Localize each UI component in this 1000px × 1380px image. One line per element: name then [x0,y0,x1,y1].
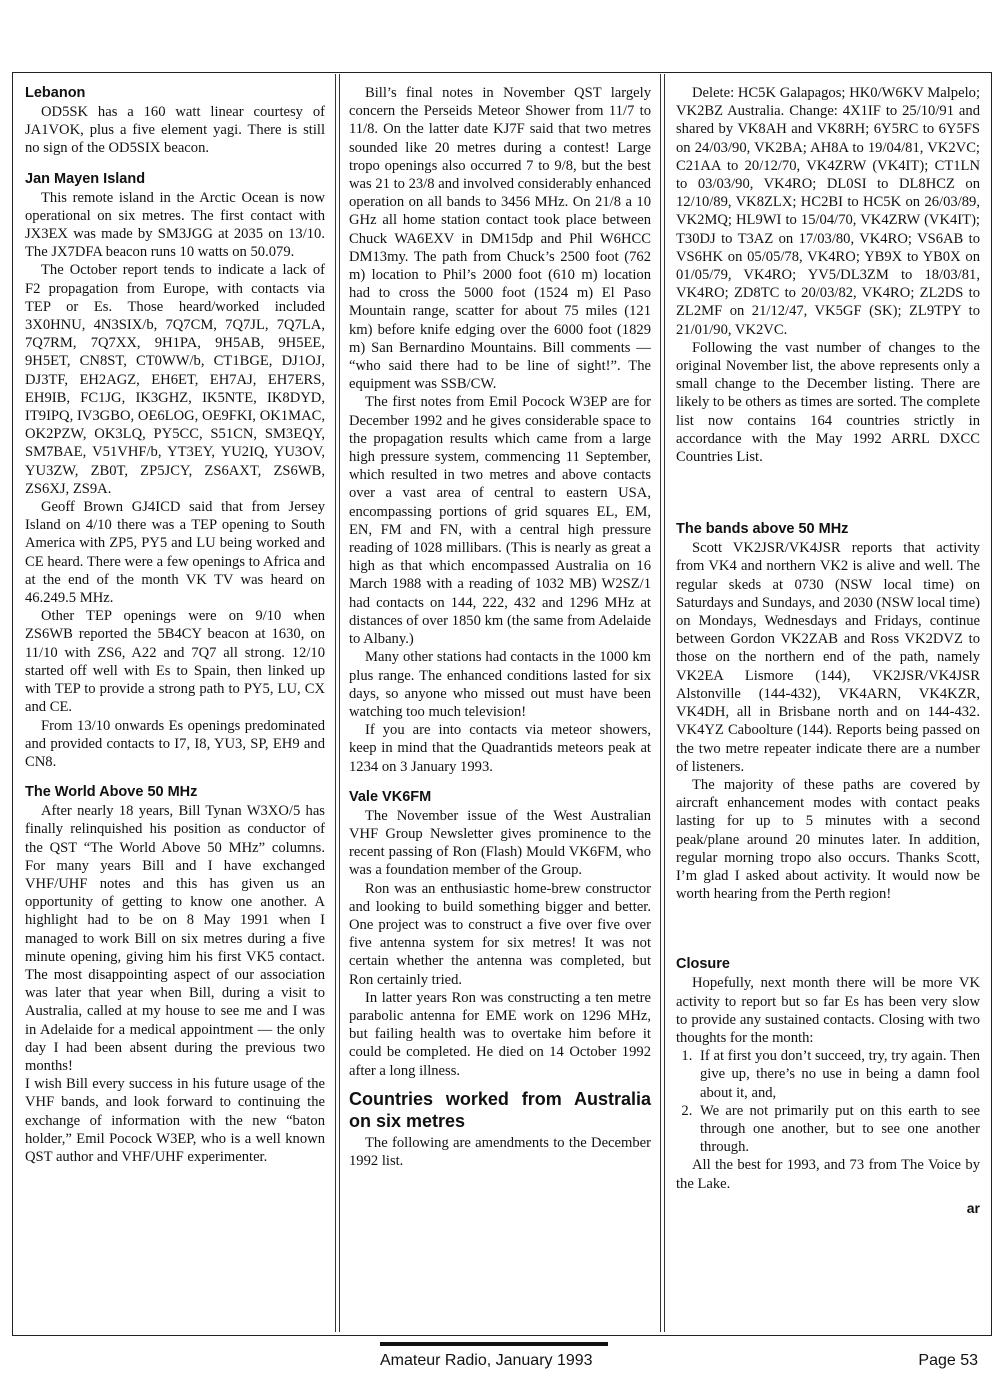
paragraph: The November issue of the West Australian VHF Group Newsletter gives prominence to the recent passing of Ron (Flash) Mould VK6FM, who was a foundation member of the Group. [349,807,651,879]
column-3 [676,84,980,1217]
paragraph: If you are into contacts via meteor showers, keep in mind that the Quadrantids meteors peak at 1234 on 3 January 1993. [349,722,651,775]
paragraph: The October report tends to indicate a lack of F2 propagation from Europe, with contacts via TEP or Es. Those heard/worked included 3X0HNU, 4N3SIX/b, 7Q7CM, 7Q7JL, 7Q7LA, 7Q7RM, 7Q7XX, 9H1PA, 9H5AB, 9H5EE, 9H5ET, CN8ST, CT0WW/b, CT1BGE, DJ1OJ, DJ3TF, EH2AGZ, EH6ET, EH7AJ, EH7ERS, EH9IB, FC1JG, IK3GHZ, IK5NTE, IK8DYD, IT9IPQ, IV3GBO, OE6LOG, OE9FKI, OK1MAC, OK2PZW, OK3LQ, PY5CC, S51CN, SM3EQY, SM7BAE, V51VHF/b, YT3EY, YU2IQ, YU3OV, YU3ZW, ZB0T, ZP5JCY, ZS6AXT, ZS6WB, ZS6XJ, ZS9A. [25,262,325,497]
spacer [676,903,980,943]
column-2 [349,84,651,1170]
footer-publication: Amateur Radio, January 1993 [380,1352,593,1369]
paragraph: From 13/10 onwards Es openings predominated and provided contacts to I7, I8, YU3, SP, EH9 and CN8. [25,717,325,770]
author-signature: ar [966,1199,980,1216]
closure-list [676,1047,980,1156]
paragraph: Many other stations had contacts in the 1000 km plus range. The enhanced conditions lasted for six days, so anyone who missed out must have been watching too much television! [349,649,651,720]
paragraph: In latter years Ron was constructing a ten metre parabolic antenna for EME work on 1296 MHz, but failing health was to overtake him before it could be completed. He died on 14 October 1992 after a long illness. [349,989,651,1079]
paragraph: The majority of these paths are covered by aircraft enhancement modes with contact peaks lasting for up to 5 minutes with a second peak/plane around 20 minutes later. In addition, regular morning tropo also occurs. Thanks Scott, I’m glad I asked about activity. It would now be worth hearing from the Perth region! [676,776,980,903]
heading-world-above-50: The World Above 50 MHz [25,784,198,801]
column-divider [335,74,336,1332]
heading-countries-worked: Countries worked from Australia on six metres [349,1088,651,1131]
spacer [676,466,980,508]
heading-jan-mayen: Jan Mayen Island [25,170,146,187]
heading-vale-vk6fm: Vale VK6FM [349,788,432,805]
footer-rule [380,1342,608,1346]
paragraph: Ron was an enthusiastic home-brew constructor and looking to build something bigger and better. One project was to construct a five over five over five antenna system for six metres! It was not certain whether the antenna was completed, but Ron certainly tried. [349,880,651,988]
paragraph: This remote island in the Arctic Ocean is now operational on six metres. The first contact with JX3EX was made by SM3JGG at 2035 on 13/10. The JX7DFA beacon runs 10 watts on 50.079. [25,189,325,261]
list-item: 1. If at first you don’t succeed, try, try again. Then give up, there’s no use in being a damn fool about it, and, [696,1047,980,1102]
paragraph: After nearly 18 years, Bill Tynan W3XO/5 has finally relinquished his position as conductor of the QST “The World Above 50 MHz” columns. For many years Bill and I have exchanged VHF/UHF notes and this has given us an opportunity of getting to know one another. A highlight had to be on 8 May 1991 when I managed to work Bill on six metres during a five minute opening, giving him his first VK5 contact. The most disappointing aspect of our association was later that year when Bill, during a visit to Australia, called at my house to see me and I was in Adelaide for a medical appointment — the only day I had been absent during the previous two months! [25,803,325,1074]
column-divider [660,74,661,1332]
page-number: Page 53 [918,1352,978,1369]
paragraph: All the best for 1993, and 73 from The Voice by the Lake. [676,1157,980,1192]
list-item: 2. We are not primarily put on this earth to see through one another, but to see one another through. [696,1102,980,1157]
column-1 [25,84,325,1166]
paragraph: Geoff Brown GJ4ICD said that from Jersey Island on 4/10 there was a TEP opening to South America with ZP5, PY5 and LU being worked and CE heard. There were a few openings to Africa and at the end of the month VK TV was heard on 46.249.5 MHz. [25,499,325,607]
paragraph: Bill’s final notes in November QST largely concern the Perseids Meteor Shower from 11/7 to 11/8. On the latter date KJ7F said that two metres sounded like 20 metres during a contest! Large tropo openings also occurred 7 to 9/8, but the best was 21 to 23/8 and involved considerably enhanced operation on all bands to 3456 MHz. On 21/8 a 10 GHz all home station contact took place between Chuck WA6EXV in DM15dp and Phil W6HCC DM13my. The path from Chuck’s 2500 foot (762 m) location to Phil’s 2000 foot (610 m) location had to cross the 5000 foot (1524 m) El Paso Mountain range, scatter for about 75 miles (121 km) before knife edging over the 6000 foot (1829 m) San Bernardino Mountains. Bill comments — “who said there had to be line of sight!”. The equipment was SSB/CW. [349,85,651,393]
column-divider [664,74,665,1332]
paragraph: The following are amendments to the December 1992 list. [349,1134,651,1169]
paragraph: Following the vast number of changes to the original November list, the above represents only a small change to the December listing. There are likely to be others as times are sorted. The complete list now contains 164 countries strictly in accordance with the May 1992 ARRL DXCC Countries List. [676,339,980,466]
paragraph: OD5SK has a 160 watt linear courtesy of JA1VOK, plus a five element yagi. There is still no sign of the OD5SIX beacon. [25,104,325,157]
heading-bands-above-50: The bands above 50 MHz [676,521,849,538]
paragraph: The first notes from Emil Pocock W3EP are for December 1992 and he gives considerable space to the propagation results which came from a large high pressure system, commencing 11 September, which resulted in two metres and above contacts over a vast area of central to eastern USA, encompassing portions of grid squares EL, EM, EN, FM and FN, with a central high pressure reading of 1028 millibars. (This is nearly as great a high as that which encompassed Australia on 16 March 1988 with a reading of 1032 MB) W2SZ/1 had contacts on 144, 222, 432 and 1296 MHz at distances of over 1850 km (the same from Adelaide to Albany.) [349,394,651,648]
paragraph: Other TEP openings were on 9/10 when ZS6WB reported the 5B4CY beacon at 1630, on 11/10 with ZS6, A22 and 7Q7 all strong. 12/10 started off well with Es to Spain, then linked up with TEP to provide a strong path to PY5, LU, CX and CE. [25,608,325,716]
column-divider [339,74,340,1332]
heading-closure: Closure [676,956,730,973]
paragraph: I wish Bill every success in his future usage of the VHF bands, and look forward to continuing the exchange of information with the new “baton holder,” Emil Pocock W3EP, who is a well known QST author and VHF/UHF experimenter. [25,1076,325,1165]
paragraph: Delete: HC5K Galapagos; HK0/W6KV Malpelo; VK2BZ Australia. Change: 4X1IF to 25/10/91 and shared by VK8AH and VK8RH; 6Y5RC to 6Y5FS on 24/03/90, VK2BA; AH8A to 19/04/81, VK2VC; C21AA to 20/12/70, VK4ZRW (VK4IT); CT1LN to 03/03/90, VK4RO; DL0SI to DL8HCZ on 12/10/89, VK8ZLX; HC2BI to HC5K on 26/03/89, VK2MQ; HL9WI to 15/04/70, VK4ZRW (VK4IT); T30DJ to T3AZ on 17/03/80, VK4RO; VS6AB to VS6HK on 05/05/78, VK4RO; YB9X to YB0X on 01/05/79, VK4RO; YV5/DL3ZM to 18/03/81, VK4RO; ZD8TC to 20/03/82, VK4RO; ZL2DS to ZL2MF on 21/12/47, VK5GF (SK); ZL9TPY to 21/01/90, VK2VC. [676,85,980,338]
heading-lebanon: Lebanon [25,85,86,101]
paragraph: Scott VK2JSR/VK4JSR reports that activity from VK4 and northern VK2 is alive and well. The regular skeds at 0730 (NSW local time) on Saturdays and Sundays, and 2030 (NSW local time) on Mondays, Wednesdays and Fridays, continue between Gordon VK2ZAB and Ross VK2DVZ to those on the northern end of the path, namely VK2EA Lismore (144), VK2JSR/VK4JSR Alstonville (144-432), VK4ARN, VK4KZR, VK4DH, all in Brisbane north and on 144-432. VK4YZ Caboolture (144). Reports being passed on the two metre repeater indicate there are a number of listeners. [676,540,980,775]
paragraph: Hopefully, next month there will be more VK activity to report but so far Es has been very slow to provide any sustained contacts. Closing with two thoughts for the month: [676,975,980,1046]
